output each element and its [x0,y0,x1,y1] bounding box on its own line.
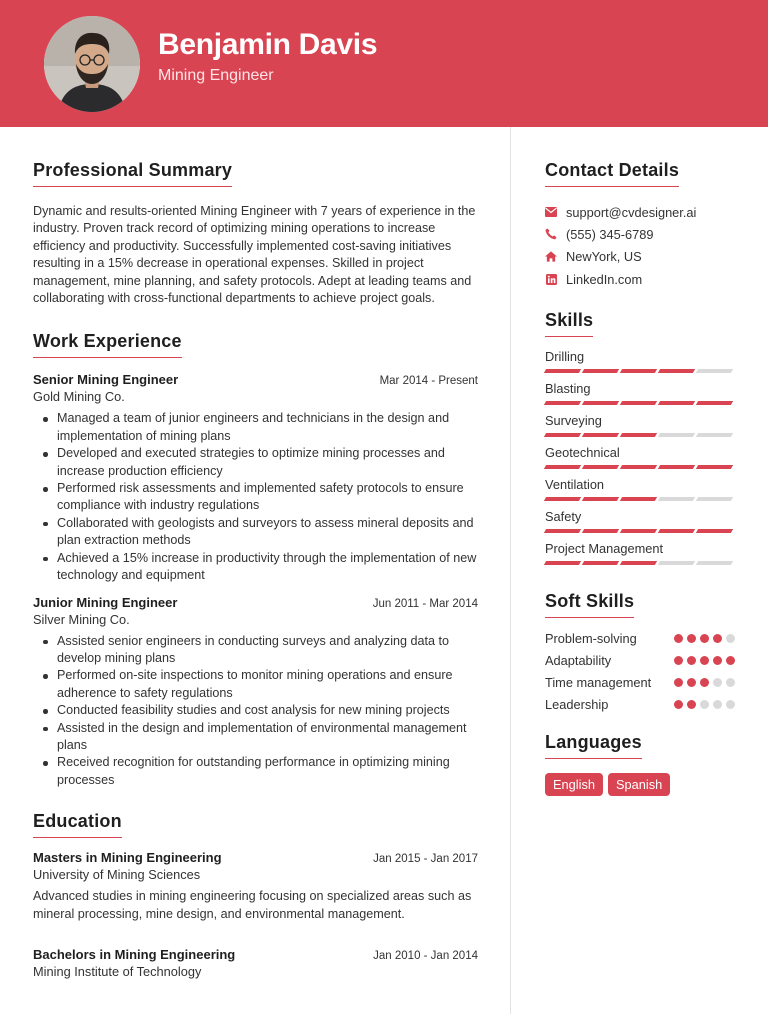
rating-dot [700,700,709,709]
education-entry [33,947,478,979]
soft-skills-heading: Soft Skills [545,591,634,618]
rating-dot [713,656,722,665]
job-entry [33,595,478,790]
skill-level-segment [544,465,581,469]
rating-dot [713,634,722,643]
skill-level-bar [545,401,735,405]
summary-heading: Professional Summary [33,160,232,187]
contact-location-text: NewYork, US [566,249,642,265]
list-item: Performed on-site inspections to monitor mining operations and ensure adherence to safety regulations [33,667,478,702]
languages-heading: Languages [545,732,642,759]
skill-name: Project Management [545,541,664,557]
degree: Masters in Mining Engineering [33,850,222,866]
skill-level-segment [658,529,695,533]
skill-level-bar [545,433,735,437]
job-dates: Jun 2011 - Mar 2014 [372,597,478,610]
job-company: Gold Mining Co. [33,389,125,405]
rating-dot [726,634,735,643]
contact-linkedin[interactable] [545,268,735,290]
skill-level-bar [545,529,735,533]
skill-name: Drilling [545,349,585,365]
linkedin-icon [545,273,557,285]
skill-name: Safety [545,509,582,525]
language-badge: Spanish [608,773,670,796]
education-dates: Jan 2010 - Jan 2014 [373,949,478,962]
skill-level-segment [696,465,733,469]
skill-level-segment [658,561,695,565]
job-bullets [33,410,478,584]
soft-skill-name: Leadership [545,697,609,713]
soft-skill-item [545,696,735,714]
skill-level-segment [658,369,695,373]
rating-dot [687,678,696,687]
skill-level-segment [582,561,619,565]
degree: Bachelors in Mining Engineering [33,946,236,962]
soft-skill-item [545,652,735,670]
job-role: Senior Mining Engineer [33,372,179,388]
rating-dot [726,700,735,709]
skill-level-segment [696,433,733,437]
skill-level-segment [582,497,619,501]
contact-location [545,246,735,268]
main-column [33,160,478,979]
skills-section [545,310,735,573]
skill-level-segment [544,369,581,373]
job-role: Junior Mining Engineer [33,594,178,610]
soft-skill-rating [674,656,735,665]
contact-email-text: support@cvdesigner.ai [566,204,697,220]
skill-level-segment [544,561,581,565]
skill-name: Surveying [545,413,602,429]
skill-level-segment [696,497,733,501]
skill-level-segment [582,529,619,533]
list-item: Assisted in the design and implementation of environmental management plans [33,720,478,755]
list-item: Received recognition for outstanding performance in optimizing mining processes [33,754,478,789]
skill-level-segment [620,561,657,565]
rating-dot [674,656,683,665]
contact-section [545,160,735,290]
phone-icon [545,228,557,240]
skill-level-segment [658,465,695,469]
skill-level-segment [620,433,657,437]
skill-level-segment [544,497,581,501]
summary-section [33,160,478,307]
skill-name: Geotechnical [545,445,620,461]
soft-skill-item [545,674,735,692]
envelope-icon [545,206,557,218]
list-item: Developed and executed strategies to optimize mining processes and increase production efficiency [33,445,478,480]
rating-dot [700,656,709,665]
rating-dot [713,700,722,709]
education-entry [33,850,478,923]
job-company: Silver Mining Co. [33,611,130,627]
school: Mining Institute of Technology [33,963,202,979]
job-entry [33,372,478,584]
skill-level-segment [544,401,581,405]
contact-phone[interactable] [545,223,735,245]
work-heading: Work Experience [33,331,182,358]
language-badge: English [545,773,603,796]
skill-level-segment [620,529,657,533]
skill-level-segment [582,369,619,373]
skill-level-segment [620,401,657,405]
skill-level-segment [582,465,619,469]
school: University of Mining Sciences [33,867,201,883]
skill-level-segment [582,401,619,405]
skill-name: Ventilation [545,477,605,493]
list-item: Assisted senior engineers in conducting surveys and analyzing data to develop mining plans [33,633,478,668]
contact-email[interactable] [545,201,735,223]
skill-level-segment [620,497,657,501]
rating-dot [687,700,696,709]
rating-dot [674,634,683,643]
resume-header [0,0,768,127]
skill-level-segment [696,401,733,405]
skill-item [545,541,735,573]
rating-dot [687,656,696,665]
list-item: Performed risk assessments and implemented safety protocols to ensure compliance with industry regulations [33,480,478,515]
contact-heading: Contact Details [545,160,679,187]
skill-level-bar [545,465,735,469]
soft-skills-section [545,591,735,714]
skill-item [545,477,735,509]
list-item: Achieved a 15% increase in productivity through the implementation of new technology and equipment [33,550,478,585]
work-experience-section [33,331,478,789]
contact-linkedin-text: LinkedIn.com [566,271,643,287]
job-bullets [33,633,478,790]
skill-item [545,509,735,541]
skill-level-segment [620,369,657,373]
rating-dot [674,678,683,687]
candidate-name: Benjamin Davis [158,28,378,61]
soft-skill-rating [674,634,735,643]
rating-dot [726,656,735,665]
rating-dot [713,678,722,687]
rating-dot [700,678,709,687]
soft-skill-item [545,630,735,648]
soft-skill-rating [674,700,735,709]
soft-skill-name: Problem-solving [545,631,637,647]
skill-item [545,349,735,381]
education-dates: Jan 2015 - Jan 2017 [373,853,478,866]
skill-level-segment [582,433,619,437]
skill-level-segment [696,529,733,533]
rating-dot [700,634,709,643]
skills-heading: Skills [545,310,593,337]
rating-dot [674,700,683,709]
skill-level-segment [658,433,695,437]
education-description: Advanced studies in mining engineering focusing on specialized areas such as mineral processing, mine design, and environmental management. [33,889,472,921]
skill-level-segment [696,369,733,373]
rating-dot [726,678,735,687]
rating-dot [687,634,696,643]
skill-level-segment [696,561,733,565]
skill-item [545,413,735,445]
soft-skill-rating [674,678,735,687]
candidate-title: Mining Engineer [158,67,274,84]
home-icon [545,251,557,263]
languages-section [545,732,735,796]
skill-level-segment [658,401,695,405]
list-item: Collaborated with geologists and surveyors to assess mineral deposits and plan extraction methods [33,515,478,550]
list-item: Conducted feasibility studies and cost analysis for new mining projects [33,702,478,719]
skill-level-bar [545,497,735,501]
skill-name: Blasting [545,381,591,397]
skill-item [545,445,735,477]
list-item: Managed a team of junior engineers and technicians in the design and implementation of mining plans [33,410,478,445]
education-section [33,811,478,979]
skill-item [545,381,735,413]
profile-photo [44,16,140,112]
soft-skill-name: Time management [545,675,652,691]
skill-level-segment [544,433,581,437]
skill-level-bar [545,561,735,565]
sidebar-column [545,160,735,796]
skill-level-segment [544,529,581,533]
contact-phone-text: (555) 345-6789 [566,226,654,242]
column-divider [510,127,511,1014]
education-heading: Education [33,811,122,838]
soft-skill-name: Adaptability [545,653,612,669]
summary-text: Dynamic and results-oriented Mining Engineer with 7 years of experience in the industry. Proven track record of optimizing mining operations to increase efficiency and productivity. Successfully implemented cost-saving initiatives resulting in a 15% decrease in operational expenses. Skilled in project management, mine planning, and safety protocols. Adept at leading teams and collaborating with cross-functional departments to achieve project goals. [33,204,476,306]
job-dates: Mar 2014 - Present [379,375,478,388]
skill-level-segment [620,465,657,469]
skill-level-segment [658,497,695,501]
skill-level-bar [545,369,735,373]
